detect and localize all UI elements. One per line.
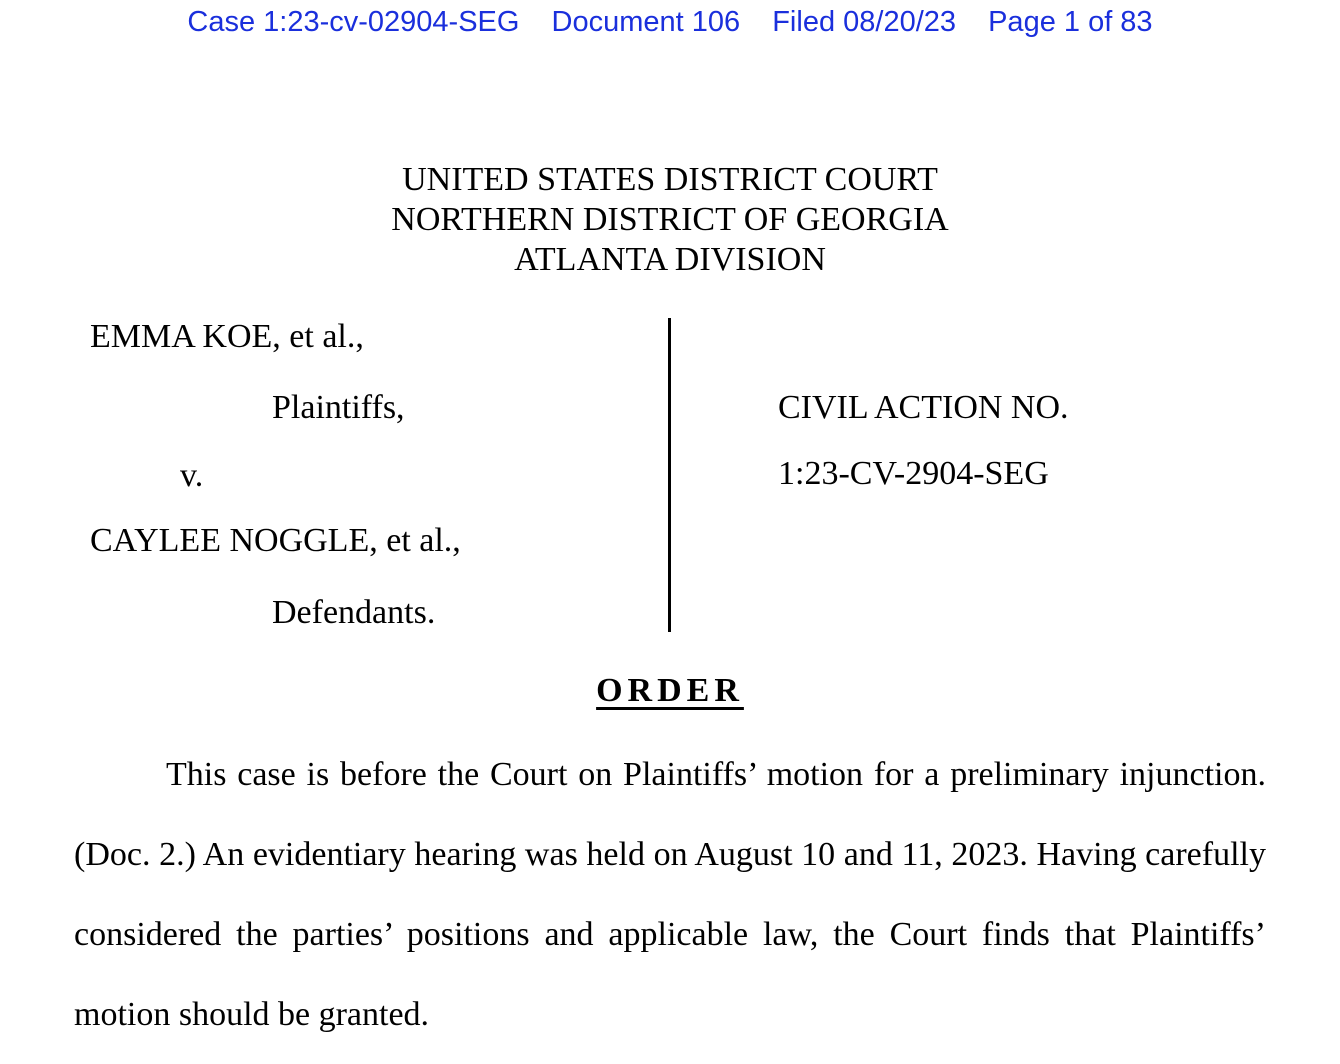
court-caption [0,160,1340,280]
plaintiff-name: EMMA KOE, et al., [90,318,364,355]
order-body-paragraph: This case is before the Court on Plaintiffs’ motion for a preliminary injunction. (Doc. 2.) An evidentiary hearing was held on August 10 and 11, 2023. Having carefully considered the parties’ positions and applicable law, the Court finds that Plaintiffs’ motion should be granted. [74,756,1266,1033]
civil-action-number: 1:23-CV-2904-SEG [778,455,1049,492]
ecf-document-number: Document 106 [551,6,741,38]
ecf-case-number: Case 1:23-cv-02904-SEG [187,6,520,38]
order-title [0,672,1340,710]
ecf-filing-header [0,6,1340,39]
order-title-text: ORDER [596,672,744,709]
caption-divider [668,318,671,632]
court-district: NORTHERN DISTRICT OF GEORGIA [391,201,949,238]
ecf-filed-date: Filed 08/20/23 [772,6,957,38]
civil-action-label: CIVIL ACTION NO. [778,389,1069,426]
defendant-role: Defendants. [272,594,436,631]
versus-label: v. [180,457,204,494]
ecf-page-count: Page 1 of 83 [988,6,1153,38]
plaintiff-role: Plaintiffs, [272,389,405,426]
court-division: ATLANTA DIVISION [514,241,826,278]
defendant-name: CAYLEE NOGGLE, et al., [90,522,461,559]
court-name: UNITED STATES DISTRICT COURT [402,161,938,198]
